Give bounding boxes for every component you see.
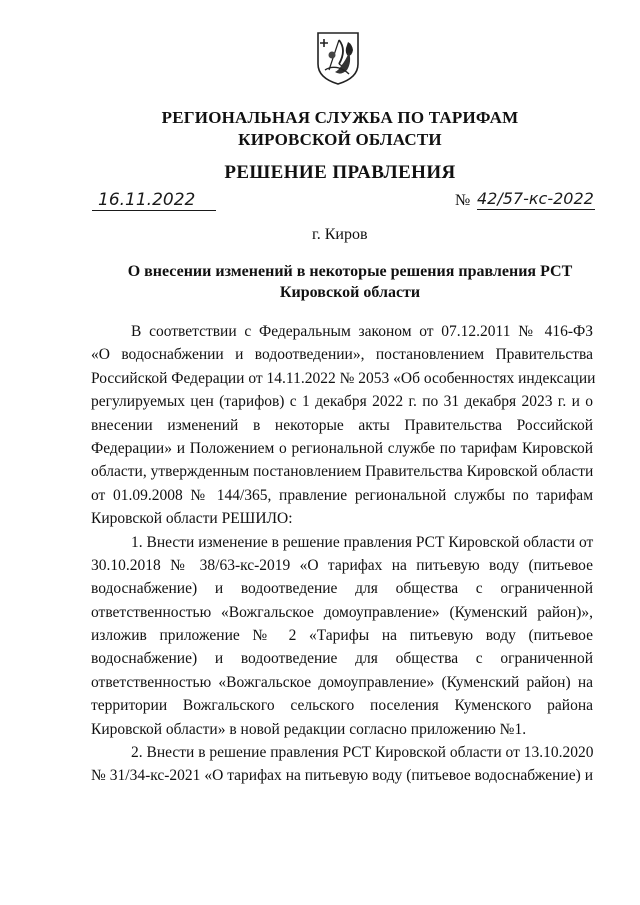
body-line: 1. Внести изменение в решение правления РСТ Кировской области от (131, 533, 594, 551)
subject-line-2: Кировской области (279, 284, 421, 301)
body-line: изложив приложение № 2 «Тарифы на питьевую воду (питьевое (91, 627, 593, 645)
organization-name-line-2: КИРОВСКОЙ ОБЛАСТИ (238, 130, 442, 149)
body-line: ответственностью «Вожгальское домоуправление» (Куменский район)», (91, 603, 593, 621)
body-line: водоснабжение) и водоотведение для общества с ограниченной (91, 580, 593, 598)
document-type-title: РЕШЕНИЕ ПРАВЛЕНИЯ (224, 162, 456, 183)
handwritten-date: 16.11.2022 (92, 190, 216, 211)
handwritten-number: 42/57-кс-2022 (477, 189, 594, 208)
city-name: г. Киров (312, 226, 368, 243)
kirov-oblast-coat-of-arms-icon (315, 30, 361, 86)
body-line: 30.10.2018 № 38/63-кс-2019 «О тарифах на питьевую воду (питьевое (91, 556, 593, 574)
body-line: внесении изменений в некоторые акты Правительства Российской (91, 416, 593, 434)
body-line: Российской Федерации от 14.11.2022 № 2053 «Об особенностях индексации (91, 369, 596, 387)
body-line: территории Вожгальского сельского поселения Куменского района (91, 697, 593, 715)
organization-name-line-1: РЕГИОНАЛЬНАЯ СЛУЖБА ПО ТАРИФАМ (161, 108, 519, 127)
body-line: ответственностью «Вожгальское домоуправление» (Куменский район) на (91, 673, 593, 691)
document-body (91, 320, 596, 788)
body-line: Федерации» и Положением о региональной службе по тарифам Кировской (91, 439, 593, 457)
body-line: области, утвержденным постановлением Правительства Кировской области (91, 463, 594, 481)
body-line: Кировской области» в новой редакции согласно приложению №1. (91, 720, 527, 738)
body-line: «О водоснабжении и водоотведении», постановлением Правительства (91, 346, 593, 364)
subject-line-1: О внесении изменений в некоторые решения правления РСТ (127, 263, 573, 280)
body-line: № 31/34-кс-2021 «О тарифах на питьевую воду (питьевое водоснабжение) и (91, 767, 593, 785)
body-line: В соответствии с Федеральным законом от 07.12.2011 № 416-ФЗ (131, 323, 593, 340)
body-line: регулируемых цен (тарифов) с 1 декабря 2022 г. по 31 декабря 2023 г. и о (91, 393, 593, 411)
body-line: 2. Внести в решение правления РСТ Кировской области от 13.10.2020 (131, 744, 594, 762)
document-number (455, 190, 595, 212)
body-line: от 01.09.2008 № 144/365, правление региональной службы по тарифам (91, 486, 593, 504)
body-line: Кировской области РЕШИЛО: (91, 510, 293, 528)
body-line: водоснабжение) и водоотведение для общества с ограниченной (91, 650, 593, 668)
number-sign: № (455, 192, 471, 209)
